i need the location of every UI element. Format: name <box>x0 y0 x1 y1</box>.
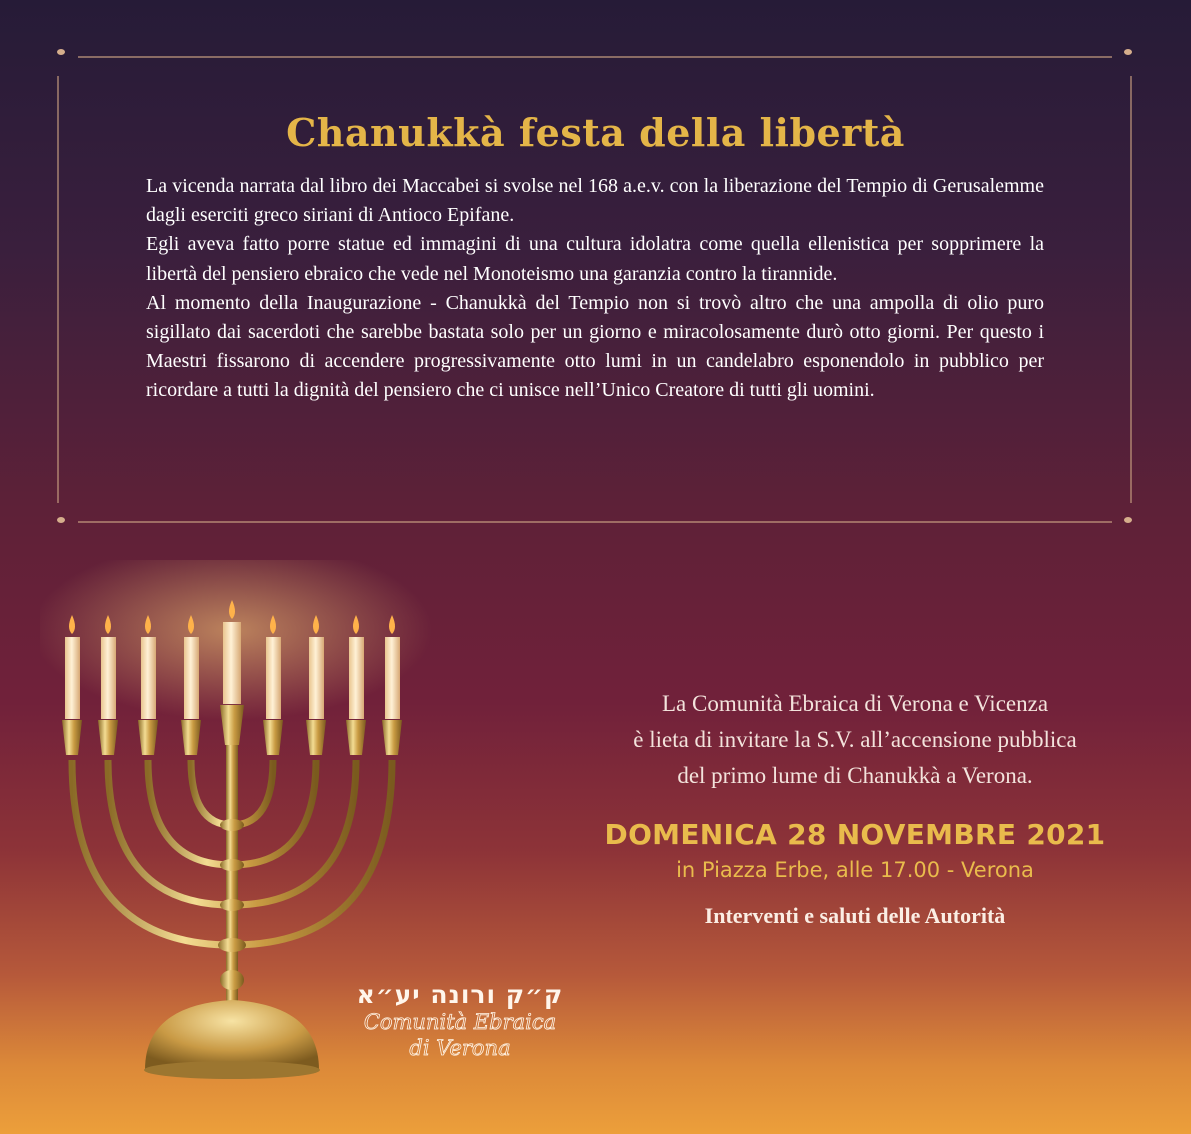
event-date: DOMENICA 28 NOVEMBRE 2021 <box>604 818 1106 851</box>
paragraph: Al momento della Inaugurazione - Chanukkà del Tempio non si trovò altro che una ampolla di olio puro sigillato dai sacerdoti che sarebbe bastata solo per un giorno e miracolosamente durò otto giorni. Per questo i Maestri fissarono di accendere progressivamente otto lumi in un candelabro esponendolo in pubblico per ricordare a tutti la dignità del pensiero che ci unisce nell’Unico Creatore di tutti gli uomini. <box>146 291 1044 402</box>
story-text <box>146 172 1044 406</box>
paragraph: Egli aveva fatto porre statue ed immagini di una cultura idolatra come quella ellenistica per sopprimere la libertà del pensiero ebraico che vede nel Monoteismo una garanzia contro la tirannide. <box>146 233 1044 285</box>
community-logo <box>340 980 580 1061</box>
invitation-line: del primo lume di Chanukkà a Verona. <box>677 763 1033 788</box>
logo-line: di Verona <box>409 1036 511 1060</box>
invitation-text <box>545 686 1165 794</box>
logo-hebrew: ק״ק ורונה יע״א <box>356 980 564 1009</box>
page-title: Chanukkà festa della libertà <box>286 110 905 155</box>
event-place: in Piazza Erbe, alle 17.00 - Verona <box>676 858 1034 882</box>
event-program: Interventi e saluti delle Autorità <box>704 903 1006 928</box>
paragraph: La vicenda narrata dal libro dei Maccabei si svolse nel 168 a.e.v. con la liberazione del Tempio di Gerusalemme dagli eserciti greco siriani di Antioco Epifane. <box>146 175 1044 227</box>
invitation-line: è lieta di invitare la S.V. all’accensione pubblica <box>633 727 1077 752</box>
logo-line: Comunità Ebraica <box>363 1010 557 1034</box>
invitation-line: La Comunità Ebraica di Verona e Vicenza <box>661 691 1049 716</box>
